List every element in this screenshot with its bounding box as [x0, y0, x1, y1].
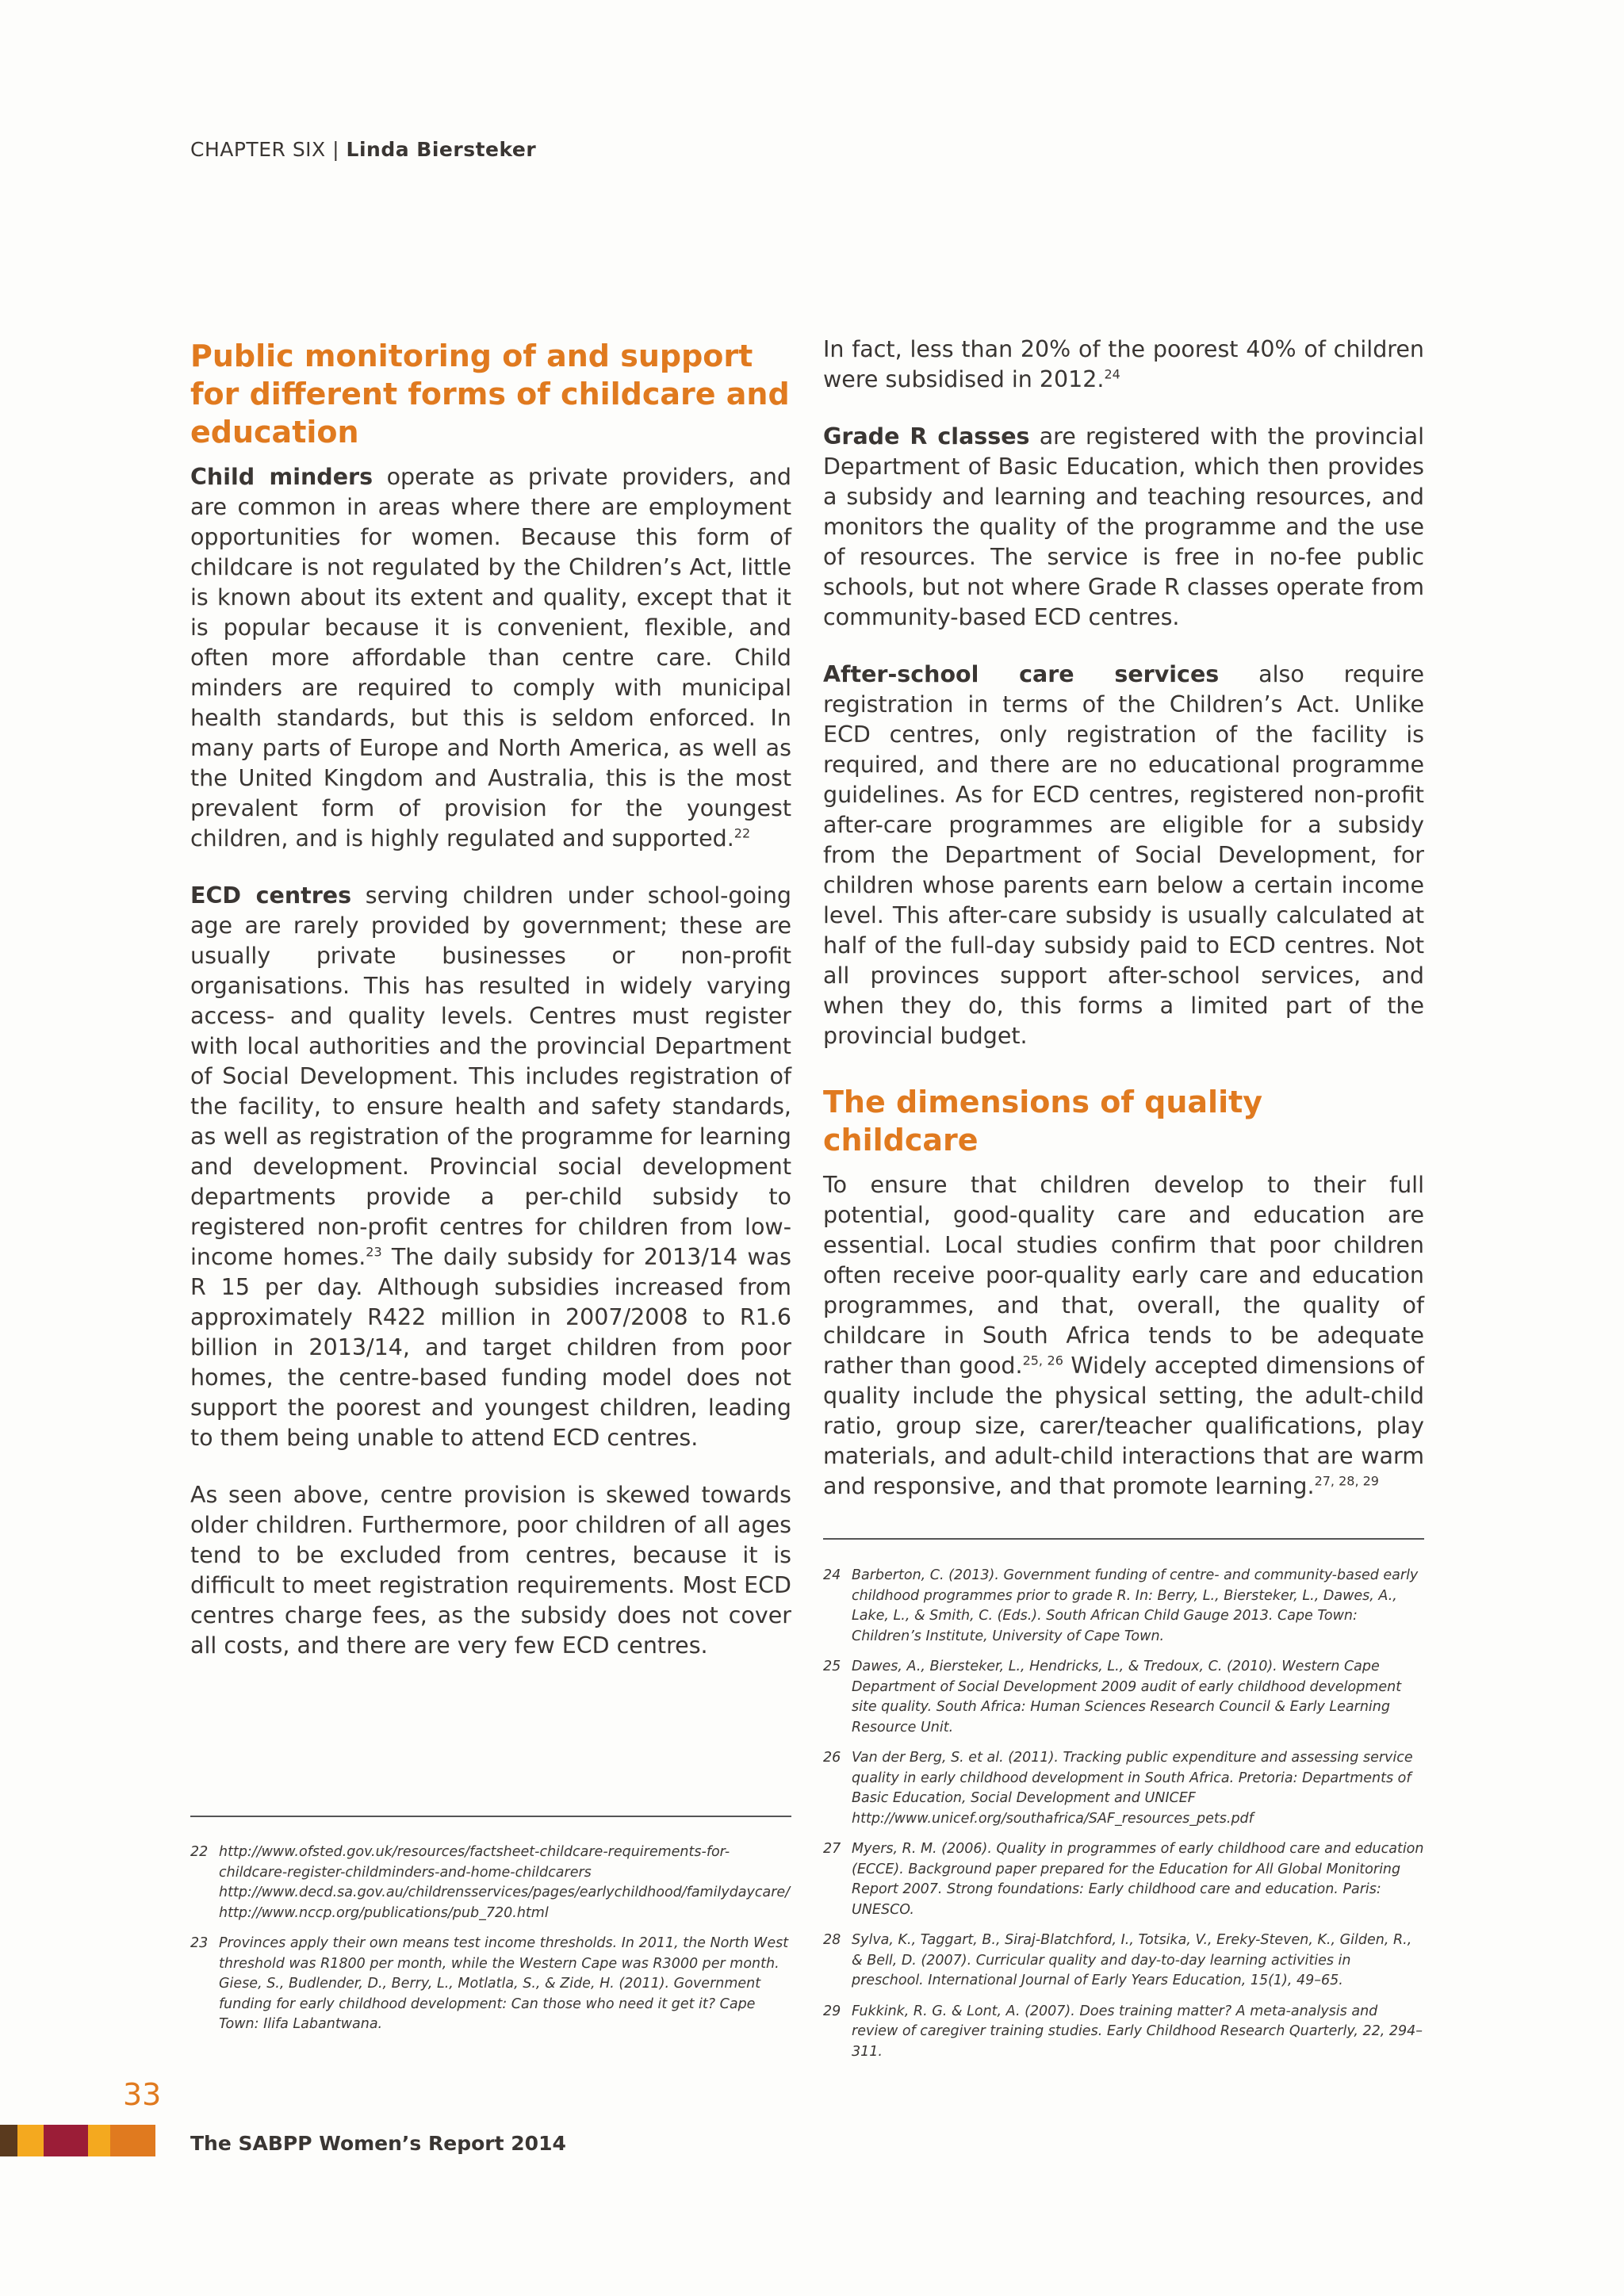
page-number: 33 — [123, 2077, 162, 2112]
footnote-item — [823, 1566, 1424, 1647]
term-after-school: After-school care services — [823, 661, 1220, 687]
color-block — [44, 2125, 88, 2156]
footnote-item — [190, 1934, 791, 2035]
paragraph-text: operate as private providers, and are common in areas where there are employment opportunities for women. Because this form of childcare is not regulated by the Children’s Act, little is known about its extent and quality, except that it is popular because it is convenient, flexible, and often more affordable than centre care. Child minders are required to comply with municipal health standards, but this is seldom enforced. In many parts of Europe and North America, as well as the United Kingdom and Australia, this is the most prevalent form of provision for the youngest children, and is highly regulated and supported. — [190, 464, 791, 851]
footnote-item — [190, 1843, 791, 1923]
left-column — [190, 337, 791, 1688]
chapter-author: Linda Biersteker — [346, 138, 537, 161]
footnote-divider-right — [823, 1538, 1424, 1540]
footnotes-right — [823, 1566, 1424, 2072]
footnote-ref: 24 — [1104, 366, 1120, 382]
footnote-text: Fukkink, R. G. & Lont, A. (2007). Does training matter? A meta-analysis and review of caregiver training studies. Early Childhood Research Quarterly, 22, 294–311. — [852, 2003, 1423, 2060]
term-grade-r: Grade R classes — [823, 423, 1030, 450]
footnote-item — [823, 1748, 1424, 1829]
footnote-text: Dawes, A., Biersteker, L., Hendricks, L., & Tredoux, C. (2010). Western Cape Department of Social Development 2009 audit of early childhood development site quality. South Africa: Human Sciences Research Council & Early Learning Resource Unit. — [852, 1659, 1402, 1735]
paragraph-quality — [823, 1170, 1424, 1502]
color-block — [88, 2125, 110, 2156]
footnote-item — [823, 1657, 1424, 1738]
running-header — [190, 138, 536, 161]
footnote-ref: 23 — [366, 1244, 382, 1260]
footnote-text: Provinces apply their own means test income thresholds. In 2011, the North West threshold was R1800 per month, while the Western Cape was R3000 per month. Giese, S., Budlender, D., Berry, L., Motlatla, S., & Zide, H. (2011). Government funding for early childhood development: Can those who need it get it? Cape Town: Ilifa Labantwana. — [219, 1935, 789, 2032]
footnote-number: 26 — [823, 1750, 841, 1766]
paragraph-text: also require registration in terms of the Children’s Act. Unlike ECD centres, only registration of the facility is required, and there are no educational programme guidelines. As for ECD centres, registered non-profit after-care programmes are eligible for a subsidy from the Department of Social Development, for children whose parents earn below a certain income level. This after-care subsidy is usually calculated at half of the full-day subsidy paid to ECD centres. Not all provinces support after-school services, and when they do, this forms a limited part of the provincial budget. — [823, 661, 1424, 1049]
paragraph-grade-r — [823, 422, 1424, 633]
paragraph-subsidised — [823, 335, 1424, 395]
footnote-number: 25 — [823, 1659, 841, 1674]
footnote-item — [823, 2002, 1424, 2063]
footer-color-bar — [0, 2125, 155, 2156]
footnote-number: 29 — [823, 2003, 841, 2019]
paragraph-after-school — [823, 660, 1424, 1051]
footnote-ref: 25, 26 — [1022, 1353, 1063, 1368]
section-heading-public-monitoring: Public monitoring of and support for different forms of childcare and education — [190, 339, 790, 450]
footnote-text: Barberton, C. (2013). Government funding of centre- and community-based early childhood programmes prior to grade R. In: Berry, L., Biersteker, L., Dawes, A., Lake, L., & Smith, C. (Eds.). South African Child Gauge 2013. Cape Town: Children’s Institute, University of Cape Town. — [852, 1567, 1419, 1644]
footnote-number: 27 — [823, 1841, 841, 1857]
paragraph-text: In fact, less than 20% of the poorest 40% of children were subsidised in 2012. — [823, 336, 1424, 392]
footnote-ref: 27, 28, 29 — [1314, 1473, 1379, 1489]
paragraph-text: serving children under school-going age are rarely provided by government; these are usually private businesses or non-profit organisations. This has resulted in widely varying access- and quality levels. Centres must register with local authorities and the provincial Department of Social Development. This includes registration of the facility, to ensure health and safety standards, as well as registration of the programme for learning and development. Provincial social development departments provide a per-child subsidy to registered non-profit centres for children from low-income homes. — [190, 882, 791, 1270]
footnote-item — [823, 1839, 1424, 1920]
color-block — [17, 2125, 44, 2156]
footnote-number: 22 — [190, 1844, 209, 1860]
right-column — [823, 335, 1424, 1529]
section-heading-dimensions: The dimensions of quality childcare — [823, 1085, 1263, 1158]
footnote-text: Van der Berg, S. et al. (2011). Tracking public expenditure and assessing service quality in early childhood development in South Africa. Pretoria: Departments of Basic Education, Social Development and UNICEF http://www.unicef.org/southafrica/SAF_resources_pets.pdf — [852, 1750, 1413, 1827]
term-ecd-centres: ECD centres — [190, 882, 352, 909]
color-block — [0, 2125, 17, 2156]
paragraph-centre-provision: As seen above, centre provision is skewed towards older children. Furthermore, poor children of all ages tend to be excluded from centres, because it is difficult to meet registration requirements. Most ECD centres charge fees, as the subsidy does not cover all costs, and there are very few ECD centres. — [190, 1482, 791, 1659]
chapter-label: CHAPTER SIX | — [190, 138, 347, 161]
paragraph-text: Widely accepted dimensions of quality include the physical setting, the adult-child ratio, group size, carer/teacher qualifications, play materials, and adult-child interactions that are warm and responsive, and that promote learning. — [823, 1353, 1424, 1499]
report-title: The SABPP Women’s Report 2014 — [190, 2132, 566, 2155]
paragraph-ecd-centres — [190, 881, 791, 1453]
footnote-text: Sylva, K., Taggart, B., Siraj-Blatchford, I., Totsika, V., Ereky-Steven, K., Gilden, R., & Bell, D. (2007). Curricular quality and day-to-day learning activities in preschool. International Journal of Early Years Education, 15(1), 49–65. — [852, 1932, 1412, 1988]
footnote-number: 28 — [823, 1932, 841, 1948]
footnote-number: 24 — [823, 1567, 841, 1583]
footnote-divider-left — [190, 1816, 791, 1817]
footnote-ref: 22 — [733, 825, 751, 841]
footnote-text: Myers, R. M. (2006). Quality in programmes of early childhood care and education (ECCE). Background paper prepared for the Education for All Global Monitoring Report 2007. Strong foundations: Early childhood care and education. Paris: UNESCO. — [852, 1841, 1424, 1918]
paragraph-text: To ensure that children develop to their full potential, good-quality care and education are essential. Local studies confirm that poor children often receive poor-quality early care and education programmes, and that, overall, the quality of childcare in South Africa tends to be adequate rather than good. — [823, 1172, 1424, 1379]
footnotes-left — [190, 1843, 791, 2045]
footnote-text: http://www.ofsted.gov.uk/resources/factsheet-childcare-requirements-for-childcare-register-childminders-and-home-childcarers http://www.decd.sa.gov.au/childrensservices/pages/earlychildhood/familydaycare/ http://www.nccp.org/publications/pub_720.html — [219, 1844, 791, 1921]
term-child-minders: Child minders — [190, 464, 373, 490]
footnote-item — [823, 1931, 1424, 1992]
paragraph-text: The daily subsidy for 2013/14 was R 15 per day. Although subsidies increased from approximately R422 million in 2007/2008 to R1.6 billion in 2013/14, and target children from poor homes, the centre-based funding model does not support the poorest and youngest children, leading to them being unable to attend ECD centres. — [190, 1244, 791, 1451]
footnote-number: 23 — [190, 1935, 209, 1951]
paragraph-text: are registered with the provincial Department of Basic Education, which then provides a subsidy and learning and teaching resources, and monitors the quality of the programme and the use of resources. The service is free in no-fee public schools, but not where Grade R classes operate from community-based ECD centres. — [823, 423, 1425, 630]
paragraph-child-minders — [190, 462, 791, 854]
color-block — [110, 2125, 155, 2156]
